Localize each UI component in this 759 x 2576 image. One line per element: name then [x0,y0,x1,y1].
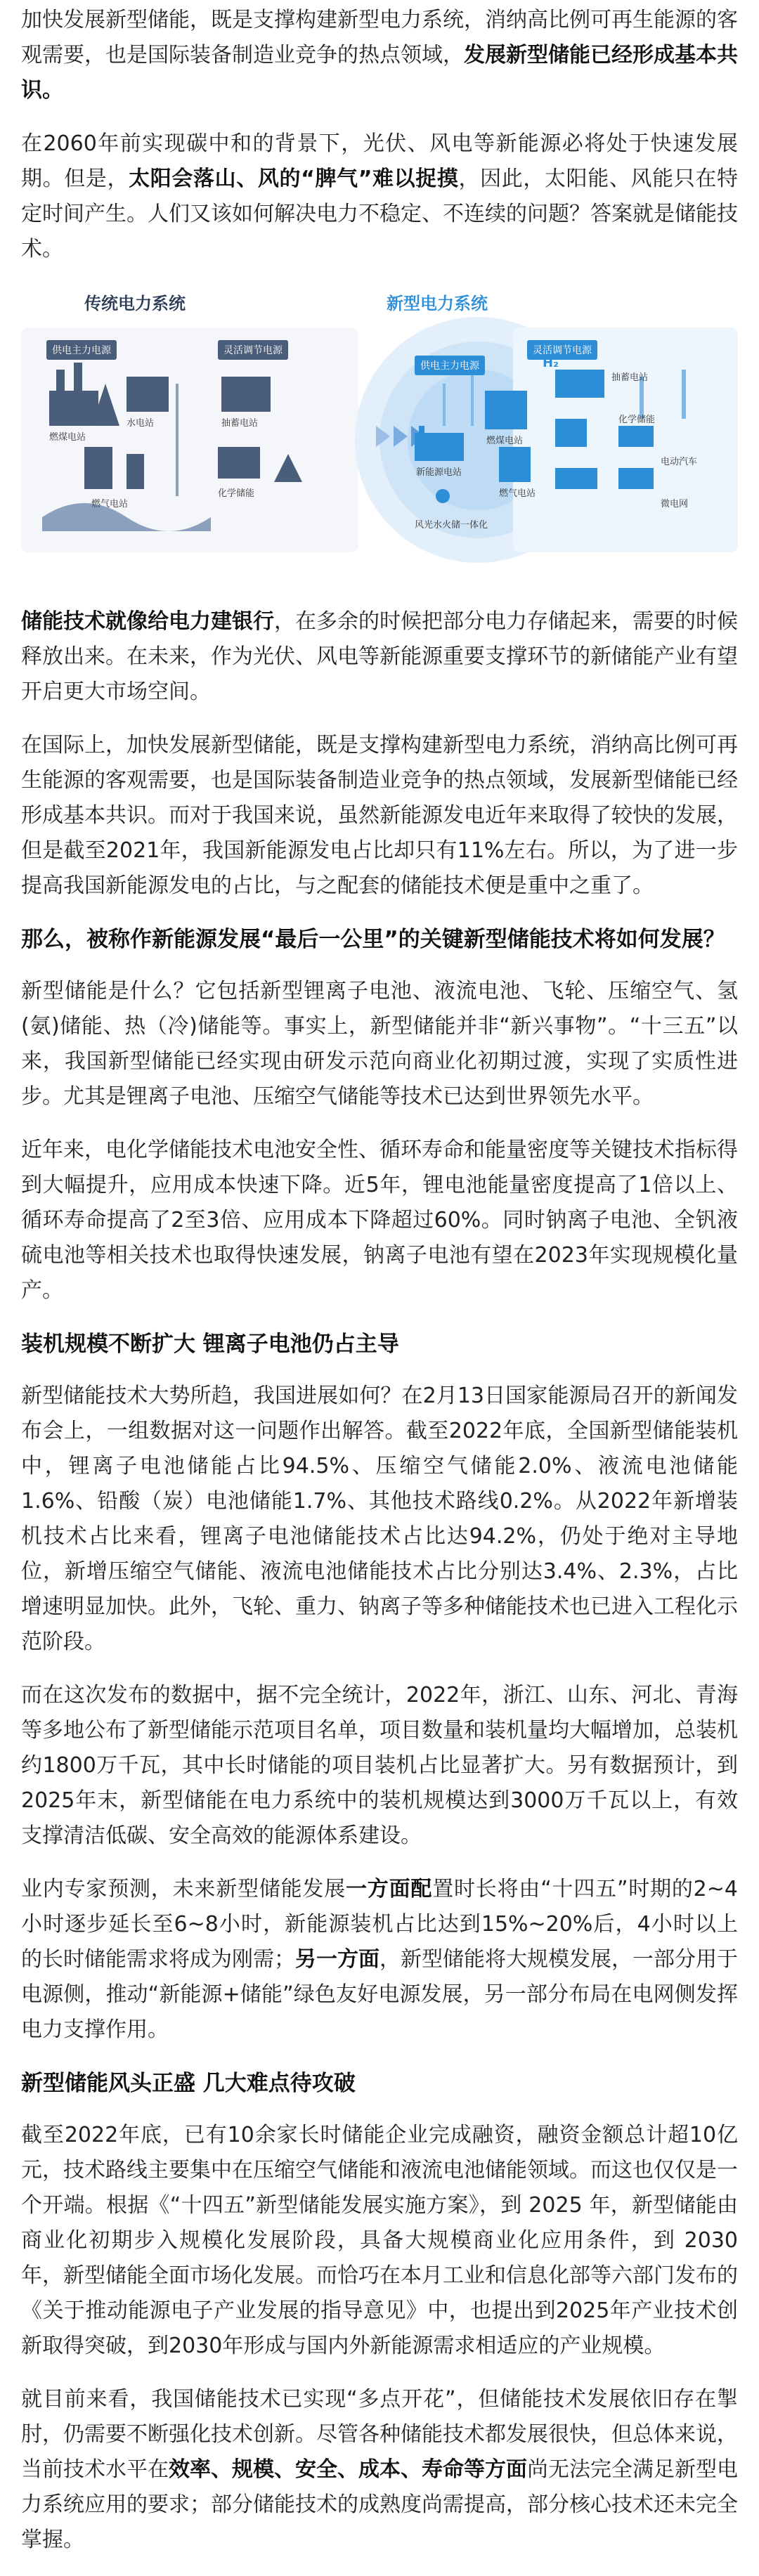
heading-scale: 装机规模不断扩大 锂离子电池仍占主导 [21,1332,399,1357]
paragraph-financing: 截至2022年底，已有10余家长时储能企业完成融资，融资金额总计超10亿元，技术路线主要集中在压缩空气储能和液流电池储能领域。而这也仅仅是一个开端。根据《“十四五”新型储能发展实施方案》，到 2025 年，新型储能由商业化初期步入规模化发展阶段，具备大规模商业化应用条件，到 2030 年，新型储能全面市场化发展。而恰巧在本月工业和信息化部等六部门发布的《关于推动能源电子产业发展的指导意见》中，也提出到2025年产业技术创新取得突破，到2030年形成与国内外新能源需求相适应的产业规模。 [21,2123,738,2358]
paragraph-electrochemical: 近年来，电化学储能技术电池安全性、循环寿命和能量密度等关键技术指标得到大幅提升，应用成本快速下降。近5年，锂电池能量密度提高了1倍以上、循环寿命提高了2至3倍、应用成本下降超过60%。同时钠离子电池、全钒液硫电池等相关技术也取得快速发展，钠离子电池有望在2023年实现规模化量产。 [21,1138,738,1303]
bold-text: 效率、规模、安全、成本、寿命等方面 [169,2457,527,2482]
text: 加快发展新型储能，既是支撑构建新型电力系统，消纳高比例可再生能源的客观需要，也是国际装备制造业竞争的热点领域， [21,8,738,67]
left-flexible-power-tag: 灵活调节电源 [218,340,288,360]
paragraph-international: 在国际上，加快发展新型储能，既是支撑构建新型电力系统，消纳高比例可再生能源的客观需要，也是国际装备制造业竞争的热点领域，发展新型储能已经形成基本共识。而对于我国来说，虽然新能源发电近年来取得了较快的发展，但是截至2021年，我国新能源发电占比却只有11%左右。所以，为了进一步提高我国新能源发电的占比，与之配套的储能技术便是重中之重了。 [21,733,738,898]
label-right-gas-plant: 燃气电站 [499,488,536,499]
paragraph-background [21,126,738,267]
power-system-diagram [21,285,738,580]
bold-text: 发展新型储能已经形成基本共识。 [21,43,738,103]
right-panel-title: 新型电力系统 [387,294,488,313]
label-right-pumped-storage: 抽蓄电站 [611,372,649,383]
text: 就目前来看，我国储能技术已实现“多点开花”，但储能技术发展依旧存在掣肘，仍需要不断强化技术创新。尽管各种储能技术都发展很快，但总体来说，当前技术水平在 [21,2387,738,2482]
left-panel-title: 传统电力系统 [84,294,186,313]
paragraph-intro [21,3,738,108]
label-right-chemical-storage: 化学储能 [618,415,656,425]
label-renewable-plant: 新能源电站 [416,467,462,478]
label-h2: H₂ [543,356,559,370]
label-pumped-storage: 抽蓄电站 [221,418,259,429]
paragraph-expert-forecast [21,1872,738,2048]
label-coal-plant: 燃煤电站 [49,432,86,443]
label-chemical-storage: 化学储能 [218,488,255,499]
bold-text: 储能技术就像给电力建银行 [21,609,274,634]
bold-text: 太阳会落山、风的“脾气”难以捉摸 [129,167,459,191]
label-ev: 电动汽车 [661,457,698,467]
text: ，因此，太阳能、风能只在特定时间产生。人们又该如何解决电力不稳定、不连续的问题？答案就是储能技术。 [21,167,739,261]
label-integrated: 风光水火储一体化 [415,520,488,531]
text: 业内专家预测，未来新型储能发展 [21,1877,346,1901]
article [0,3,759,2558]
paragraph-progress-data: 新型储能技术大势所趋，我国进展如何？在2月13日国家能源局召开的新闻发布会上，一组数据对这一问题作出解答。截至2022年底，全国新型储能装机中，锂离子电池储能占比94.5%、压缩空气储能2.0%、液流电池储能1.6%、铅酸（炭）电池储能1.7%、其他技术路线0.2%。从2022年新增装机技术占比来看，锂离子电池储能技术占比达94.2%，仍处于绝对主导地位，新增压缩空气储能、液流电池储能技术占比分别达3.4%、2.3%，占比增速明显加快。此外，飞轮、重力、钠离子等多种储能技术也已进入工程化示范阶段。 [21,1384,738,1654]
heading-question: 那么，被称作新能源发展“最后一公里”的关键新型储能技术将如何发展？ [21,927,725,952]
text: ，新型储能将大规模发展，一部分用于电源侧，推动“新能源+储能”绿色友好电源发展，另一部分布局在电网侧发挥电力支撑作用。 [21,1947,738,2042]
heading-challenges: 新型储能风头正盛 几大难点待攻破 [21,2071,356,2096]
text: 在2060年前实现碳中和的背景下，光伏、风电等新能源必将处于快速发展期。但是， [21,131,738,191]
paragraph-current-status [21,2382,738,2558]
left-main-power-tag: 供电主力电源 [46,340,117,360]
bold-text: 另一方面 [295,1947,379,1972]
right-main-power-tag: 供电主力电源 [415,356,485,375]
label-hydro-plant: 水电站 [126,418,155,429]
paragraph-project-data: 而在这次发布的数据中，据不完全统计，2022年，浙江、山东、河北、青海等多地公布了新型储能示范项目名单，项目数量和装机量均大幅增加，总装机约1800万千瓦，其中长时储能的项目装机占比显著扩大。另有数据预计，到2025年末，新型储能在电力系统中的装机规模达到3000万千瓦以上，有效支撑清洁低碳、安全高效的能源体系建设。 [21,1683,738,1848]
bold-text: 一方面配 [346,1877,433,1901]
paragraph-bank-analogy [21,604,738,710]
text: 置时长将由“十四五”时期的2~4小时逐步延长至6~8小时，新能源装机占比达到15%~20%后，4小时以上的长时储能需求将成为刚需； [21,1877,738,1972]
label-microgrid: 微电网 [661,499,689,509]
label-right-coal-plant: 燃煤电站 [486,436,524,446]
right-flexible-power-tag: 灵活调节电源 [527,340,597,360]
diagram-graphic [21,285,738,580]
label-gas-plant: 燃气电站 [91,499,129,509]
paragraph-what-is-storage: 新型储能是什么？它包括新型锂离子电池、液流电池、飞轮、压缩空气、氢(氨)储能、热（冷)储能等。事实上，新型储能并非“新兴事物”。“十三五”以来，我国新型储能已经实现由研发示范向商业化初期过渡，实现了实质性进步。尤其是锂离子电池、压缩空气储能等技术已达到世界领先水平。 [21,979,738,1109]
text: 尚无法完全满足新型电力系统应用的要求；部分储能技术的成熟度尚需提高，部分核心技术还未完全掌握。 [21,2457,738,2552]
text: ，在多余的时候把部分电力存储起来，需要的时候释放出来。在未来，作为光伏、风电等新能源重要支撑环节的新储能产业有望开启更大市场空间。 [21,609,738,704]
